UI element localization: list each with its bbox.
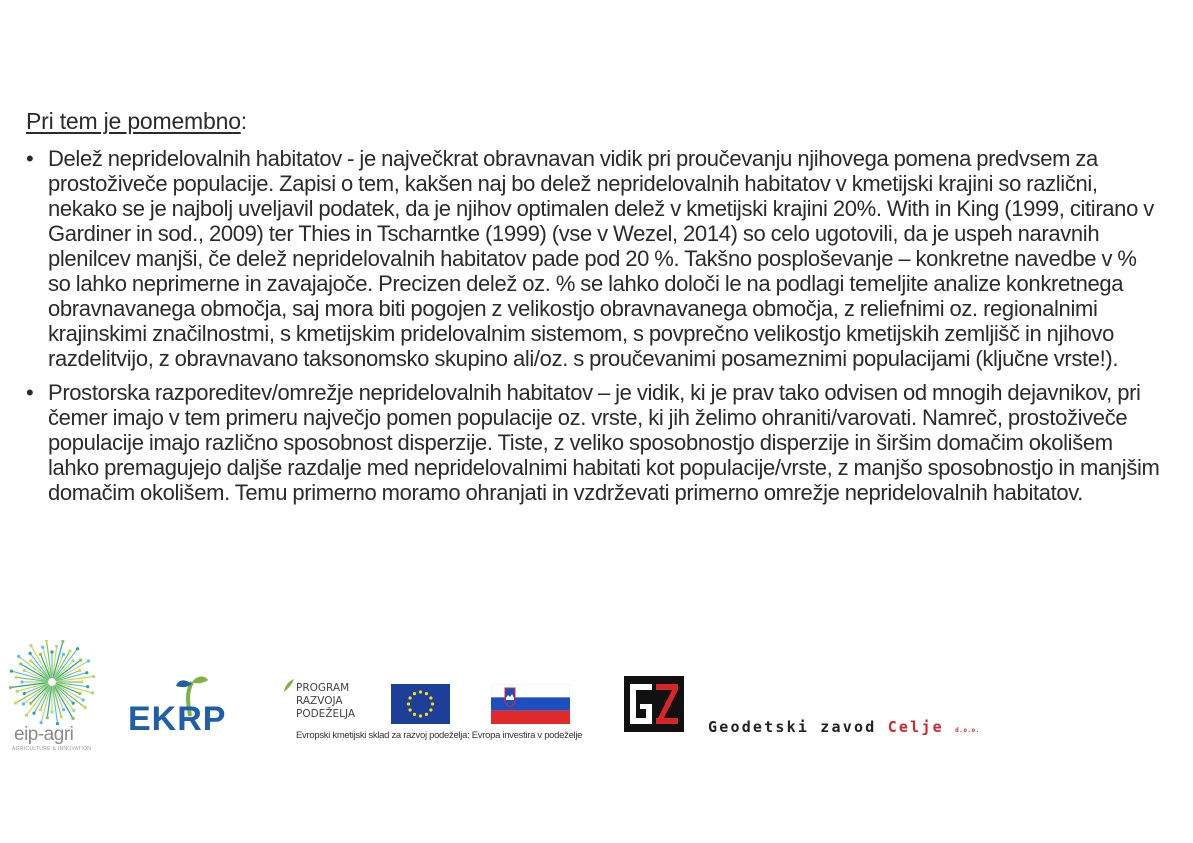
prp-title-line: PROGRAM [296, 682, 350, 694]
eip-agri-burst-icon [6, 640, 98, 730]
bullet-list [26, 146, 1161, 514]
gz-name: Geodetski zavod [708, 718, 877, 736]
slovenia-flag-icon [491, 684, 570, 724]
prp-title-line: RAZVOJA [296, 695, 343, 707]
ekrp-wordmark: EKRP [128, 700, 227, 738]
eu-flag-icon [391, 684, 450, 724]
gz-logo-icon [624, 676, 684, 732]
gz-city: Celje [887, 718, 944, 736]
bullet-marker: • [26, 380, 34, 405]
eip-agri-tagline: AGRICULTURE & INNOVATION [12, 746, 92, 752]
section-heading-colon: : [240, 108, 247, 134]
geodetski-zavod-logo [624, 676, 980, 736]
eip-agri-wordmark: eip-agri [14, 724, 74, 745]
prp-caption: Evropski kmetijski sklad za razvoj podeželja: Evropa investira v podeželje [296, 730, 583, 741]
prp-title-line: PODEŽELJA [296, 708, 356, 720]
gz-suffix: d.o.o. [955, 727, 980, 734]
prp-leaf-icon [282, 678, 296, 694]
bullet-marker: • [26, 146, 34, 171]
bullet-text: Prostorska razporeditev/omrežje nepridelovalnih habitatov – je vidik, ki je prav tako odvisen od mnogih dejavnikov, pri čemer imajo v tem primeru največjo pomen populacije oz. vrste, ki jih želimo ohraniti/varovati. Namreč, prostoživeče populacije imajo različno sposobnost disperzije. Tiste, z veliko sposobnostjo disperzije in širšim domačim okolišem lahko premagujejo daljše razdalje med nepridelovalnimi habitati kot populacije/vrste, z manjšo sposobnostjo in manjšim domačim okolišem. Temu primerno moramo ohranjati in vzdrževati primerno omrežje nepridelovalnih habitatov. [48, 380, 1160, 505]
ekrp-logo [128, 678, 252, 738]
prp-logo-block [282, 678, 582, 750]
section-heading-text: Pri tem je pomembno [26, 108, 241, 134]
bullet-item [26, 380, 1161, 505]
gz-wordmark [708, 718, 980, 736]
prp-title [296, 682, 355, 721]
section-heading [26, 108, 247, 135]
eip-agri-logo [6, 640, 98, 758]
bullet-item [26, 146, 1161, 371]
bullet-text: Delež nepridelovalnih habitatov - je največkrat obravnavan vidik pri proučevanju njihovega pomena predvsem za prostoživeče populacije. Zapisi o tem, kakšen naj bo delež nepridelovalnih habitatov v kmetijski krajini so različni, nekako se je najbolj uveljavil podatek, da je njihov optimalen delež v kmetijski krajini 20%. With in King (1999, citirano v Gardiner in sod., 2009) ter Thies in Tscharntke (1999) (vse v Wezel, 2014) so celo ugotovili, da je uspeh naravnih plenilcev manjši, če delež nepridelovalnih habitatov pade pod 20 %. Takšno posploševanje – konkretne navedbe v % so lahko neprimerne in zavajajoče. Precizen delež oz. % se lahko določi le na podlagi temeljite analize konkretnega obravnavanega območja, saj mora biti pogojen z velikostjo obravnavanega območja, z reliefnimi oz. regionalnimi krajinskimi značilnostmi, s kmetijskim pridelovalnim sistemom, s povprečno velikostjo kmetijskih zemljišč in njihovo razdelitvijo, z obravnavano taksonomsko skupino ali/oz. s proučevanimi posameznimi populacijami (ključne vrste!). [48, 146, 1154, 371]
logo-strip [0, 640, 1193, 760]
